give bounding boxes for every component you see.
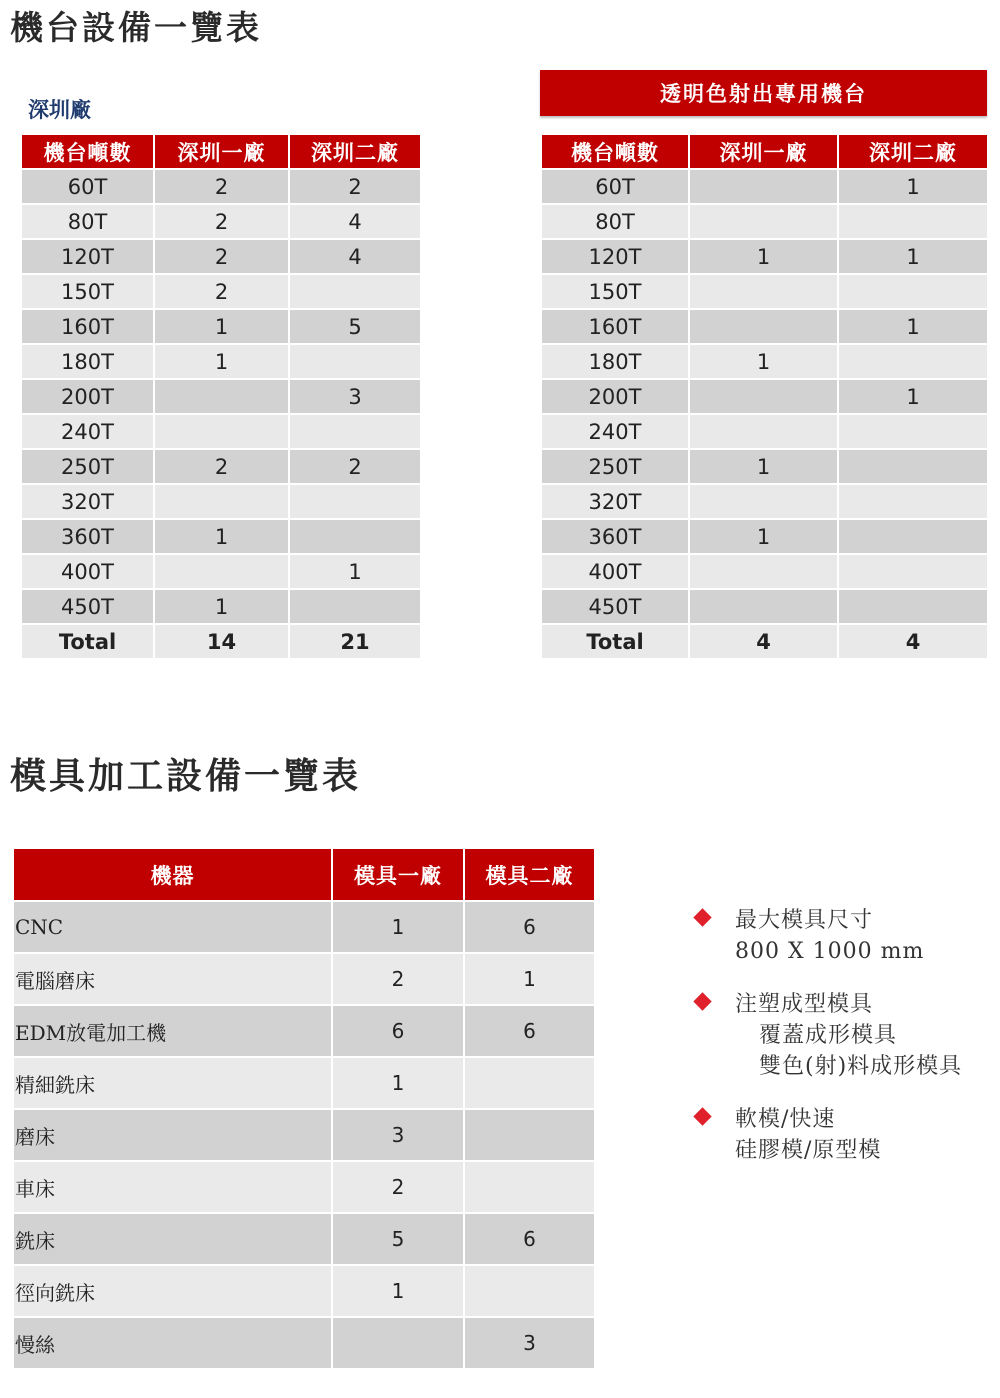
table-row (21, 414, 421, 449)
mold-equipment-title: 模具加工設備一覽表 (10, 755, 362, 797)
value-cell: 1 (332, 1265, 464, 1317)
value-cell: 1 (838, 169, 988, 204)
value-cell: 3 (464, 1317, 595, 1369)
row-label-cell: 450T (541, 589, 689, 624)
value-cell: 6 (332, 1005, 464, 1057)
value-cell (689, 484, 838, 519)
row-label-cell: Total (541, 624, 689, 659)
table-row (21, 204, 421, 239)
value-cell (464, 1265, 595, 1317)
table-row (21, 274, 421, 309)
column-header: 機台噸數 (541, 134, 689, 169)
table-row (541, 449, 988, 484)
table-row (13, 1265, 595, 1317)
row-label-cell: 400T (21, 554, 154, 589)
value-cell: 1 (289, 554, 421, 589)
value-cell: 1 (689, 519, 838, 554)
table-row (541, 204, 988, 239)
row-label-cell: 精細銑床 (13, 1057, 332, 1109)
value-cell (689, 169, 838, 204)
transparent-machines-banner: 透明色射出專用機台 (540, 70, 987, 116)
table-row (21, 519, 421, 554)
row-label-cell: 慢絲 (13, 1317, 332, 1369)
value-cell: 1 (154, 344, 289, 379)
table-row (541, 519, 988, 554)
value-cell: 1 (154, 519, 289, 554)
value-cell: 2 (154, 449, 289, 484)
table-row (21, 589, 421, 624)
note-line: 雙色(射)料成形模具 (759, 1054, 963, 1079)
table-row (541, 624, 988, 659)
mold-machining-table (12, 847, 596, 1370)
note-line: 硅膠模/原型模 (735, 1138, 882, 1163)
table-row (541, 554, 988, 589)
value-cell (689, 309, 838, 344)
row-label-cell: CNC (13, 901, 332, 953)
value-cell: 2 (332, 953, 464, 1005)
value-cell (689, 414, 838, 449)
table-row (541, 239, 988, 274)
value-cell (154, 414, 289, 449)
value-cell (838, 204, 988, 239)
column-header: 深圳二廠 (838, 134, 988, 169)
table-row (13, 1213, 595, 1265)
value-cell (289, 519, 421, 554)
table-row (541, 414, 988, 449)
row-label-cell: Total (21, 624, 154, 659)
row-label-cell: 120T (21, 239, 154, 274)
value-cell: 5 (289, 309, 421, 344)
table-row (541, 484, 988, 519)
value-cell: 1 (689, 239, 838, 274)
value-cell: 5 (332, 1213, 464, 1265)
value-cell (464, 1109, 595, 1161)
table-row (13, 1005, 595, 1057)
table-row (21, 344, 421, 379)
table-row (21, 239, 421, 274)
value-cell: 6 (464, 901, 595, 953)
value-cell (838, 554, 988, 589)
row-label-cell: 400T (541, 554, 689, 589)
value-cell: 2 (154, 204, 289, 239)
row-label-cell: 250T (21, 449, 154, 484)
row-label-cell: 160T (541, 309, 689, 344)
value-cell (838, 449, 988, 484)
value-cell: 14 (154, 624, 289, 659)
value-cell (289, 484, 421, 519)
table-row (13, 1109, 595, 1161)
value-cell (689, 274, 838, 309)
machine-tonnage-table (20, 133, 422, 660)
row-label-cell: 60T (541, 169, 689, 204)
value-cell (464, 1161, 595, 1213)
value-cell (838, 519, 988, 554)
table-row (21, 484, 421, 519)
value-cell: 1 (689, 449, 838, 484)
row-label-cell: 180T (21, 344, 154, 379)
value-cell: 4 (838, 624, 988, 659)
note-line: 注塑成型模具 (735, 992, 874, 1017)
value-cell: 1 (332, 901, 464, 953)
value-cell (154, 379, 289, 414)
row-label-cell: 150T (541, 274, 689, 309)
note-line: 800 X 1000 mm (735, 939, 925, 964)
column-header: 深圳一廠 (689, 134, 838, 169)
table-row (13, 901, 595, 953)
value-cell: 4 (689, 624, 838, 659)
column-header: 模具二廠 (464, 848, 595, 901)
value-cell: 1 (838, 309, 988, 344)
row-label-cell: 160T (21, 309, 154, 344)
row-label-cell: 180T (541, 344, 689, 379)
value-cell (838, 274, 988, 309)
note-line: 最大模具尺寸 (735, 908, 874, 933)
value-cell: 2 (154, 169, 289, 204)
table-row (541, 379, 988, 414)
column-header: 模具一廠 (332, 848, 464, 901)
value-cell (289, 414, 421, 449)
value-cell: 3 (289, 379, 421, 414)
table-row (21, 449, 421, 484)
diamond-bullet-icon (693, 992, 711, 1010)
row-label-cell: 80T (21, 204, 154, 239)
value-cell: 6 (464, 1213, 595, 1265)
row-label-cell: 車床 (13, 1161, 332, 1213)
value-cell (332, 1317, 464, 1369)
value-cell (689, 589, 838, 624)
transparent-machine-table (540, 133, 989, 660)
row-label-cell: 120T (541, 239, 689, 274)
table-row (541, 589, 988, 624)
value-cell: 2 (289, 449, 421, 484)
shenzhen-plant-label: 深圳廠 (28, 97, 91, 122)
value-cell: 2 (289, 169, 421, 204)
table-header-row (21, 134, 421, 169)
value-cell (154, 484, 289, 519)
row-label-cell: 320T (21, 484, 154, 519)
value-cell (689, 204, 838, 239)
value-cell: 1 (332, 1057, 464, 1109)
row-label-cell: 450T (21, 589, 154, 624)
value-cell (838, 484, 988, 519)
table-row (541, 309, 988, 344)
row-label-cell: 80T (541, 204, 689, 239)
table-header-row (13, 848, 595, 901)
value-cell (838, 589, 988, 624)
value-cell (689, 554, 838, 589)
table-row (13, 953, 595, 1005)
row-label-cell: 240T (541, 414, 689, 449)
row-label-cell: 電腦磨床 (13, 953, 332, 1005)
value-cell: 2 (154, 274, 289, 309)
table-row (21, 169, 421, 204)
table-row (13, 1161, 595, 1213)
value-cell: 1 (838, 239, 988, 274)
table-row (13, 1317, 595, 1369)
mold-capabilities-notes (690, 905, 995, 1188)
row-label-cell: 240T (21, 414, 154, 449)
note-max-mold-size (690, 905, 995, 967)
row-label-cell: 200T (21, 379, 154, 414)
table-row (541, 344, 988, 379)
row-label-cell: 磨床 (13, 1109, 332, 1161)
value-cell: 1 (689, 344, 838, 379)
value-cell (838, 344, 988, 379)
table-row (13, 1057, 595, 1109)
value-cell (464, 1057, 595, 1109)
table-row (541, 274, 988, 309)
diamond-bullet-icon (693, 908, 711, 926)
value-cell (289, 344, 421, 379)
value-cell: 1 (838, 379, 988, 414)
table-row (21, 309, 421, 344)
row-label-cell: EDM放電加工機 (13, 1005, 332, 1057)
value-cell: 2 (154, 239, 289, 274)
column-header: 機器 (13, 848, 332, 901)
row-label-cell: 60T (21, 169, 154, 204)
machine-equipment-title: 機台設備一覽表 (10, 8, 262, 47)
row-label-cell: 徑向銑床 (13, 1265, 332, 1317)
note-soft-molds (690, 1104, 995, 1166)
table-row (21, 624, 421, 659)
value-cell (154, 554, 289, 589)
column-header: 深圳一廠 (154, 134, 289, 169)
diamond-bullet-icon (693, 1107, 711, 1125)
value-cell: 3 (332, 1109, 464, 1161)
row-label-cell: 360T (541, 519, 689, 554)
table-row (21, 379, 421, 414)
row-label-cell: 360T (21, 519, 154, 554)
row-label-cell: 200T (541, 379, 689, 414)
value-cell: 1 (154, 309, 289, 344)
row-label-cell: 銑床 (13, 1213, 332, 1265)
value-cell (289, 589, 421, 624)
value-cell: 6 (464, 1005, 595, 1057)
column-header: 深圳二廠 (289, 134, 421, 169)
table-header-row (541, 134, 988, 169)
column-header: 機台噸數 (21, 134, 154, 169)
table-row (21, 554, 421, 589)
note-mold-types (690, 989, 995, 1082)
value-cell (289, 274, 421, 309)
value-cell (838, 414, 988, 449)
note-line: 覆蓋成形模具 (759, 1023, 898, 1048)
note-line: 軟模/快速 (735, 1107, 836, 1132)
row-label-cell: 320T (541, 484, 689, 519)
value-cell: 4 (289, 204, 421, 239)
value-cell: 4 (289, 239, 421, 274)
value-cell: 1 (154, 589, 289, 624)
value-cell: 21 (289, 624, 421, 659)
table-row (541, 169, 988, 204)
value-cell (689, 379, 838, 414)
value-cell: 1 (464, 953, 595, 1005)
row-label-cell: 150T (21, 274, 154, 309)
row-label-cell: 250T (541, 449, 689, 484)
value-cell: 2 (332, 1161, 464, 1213)
